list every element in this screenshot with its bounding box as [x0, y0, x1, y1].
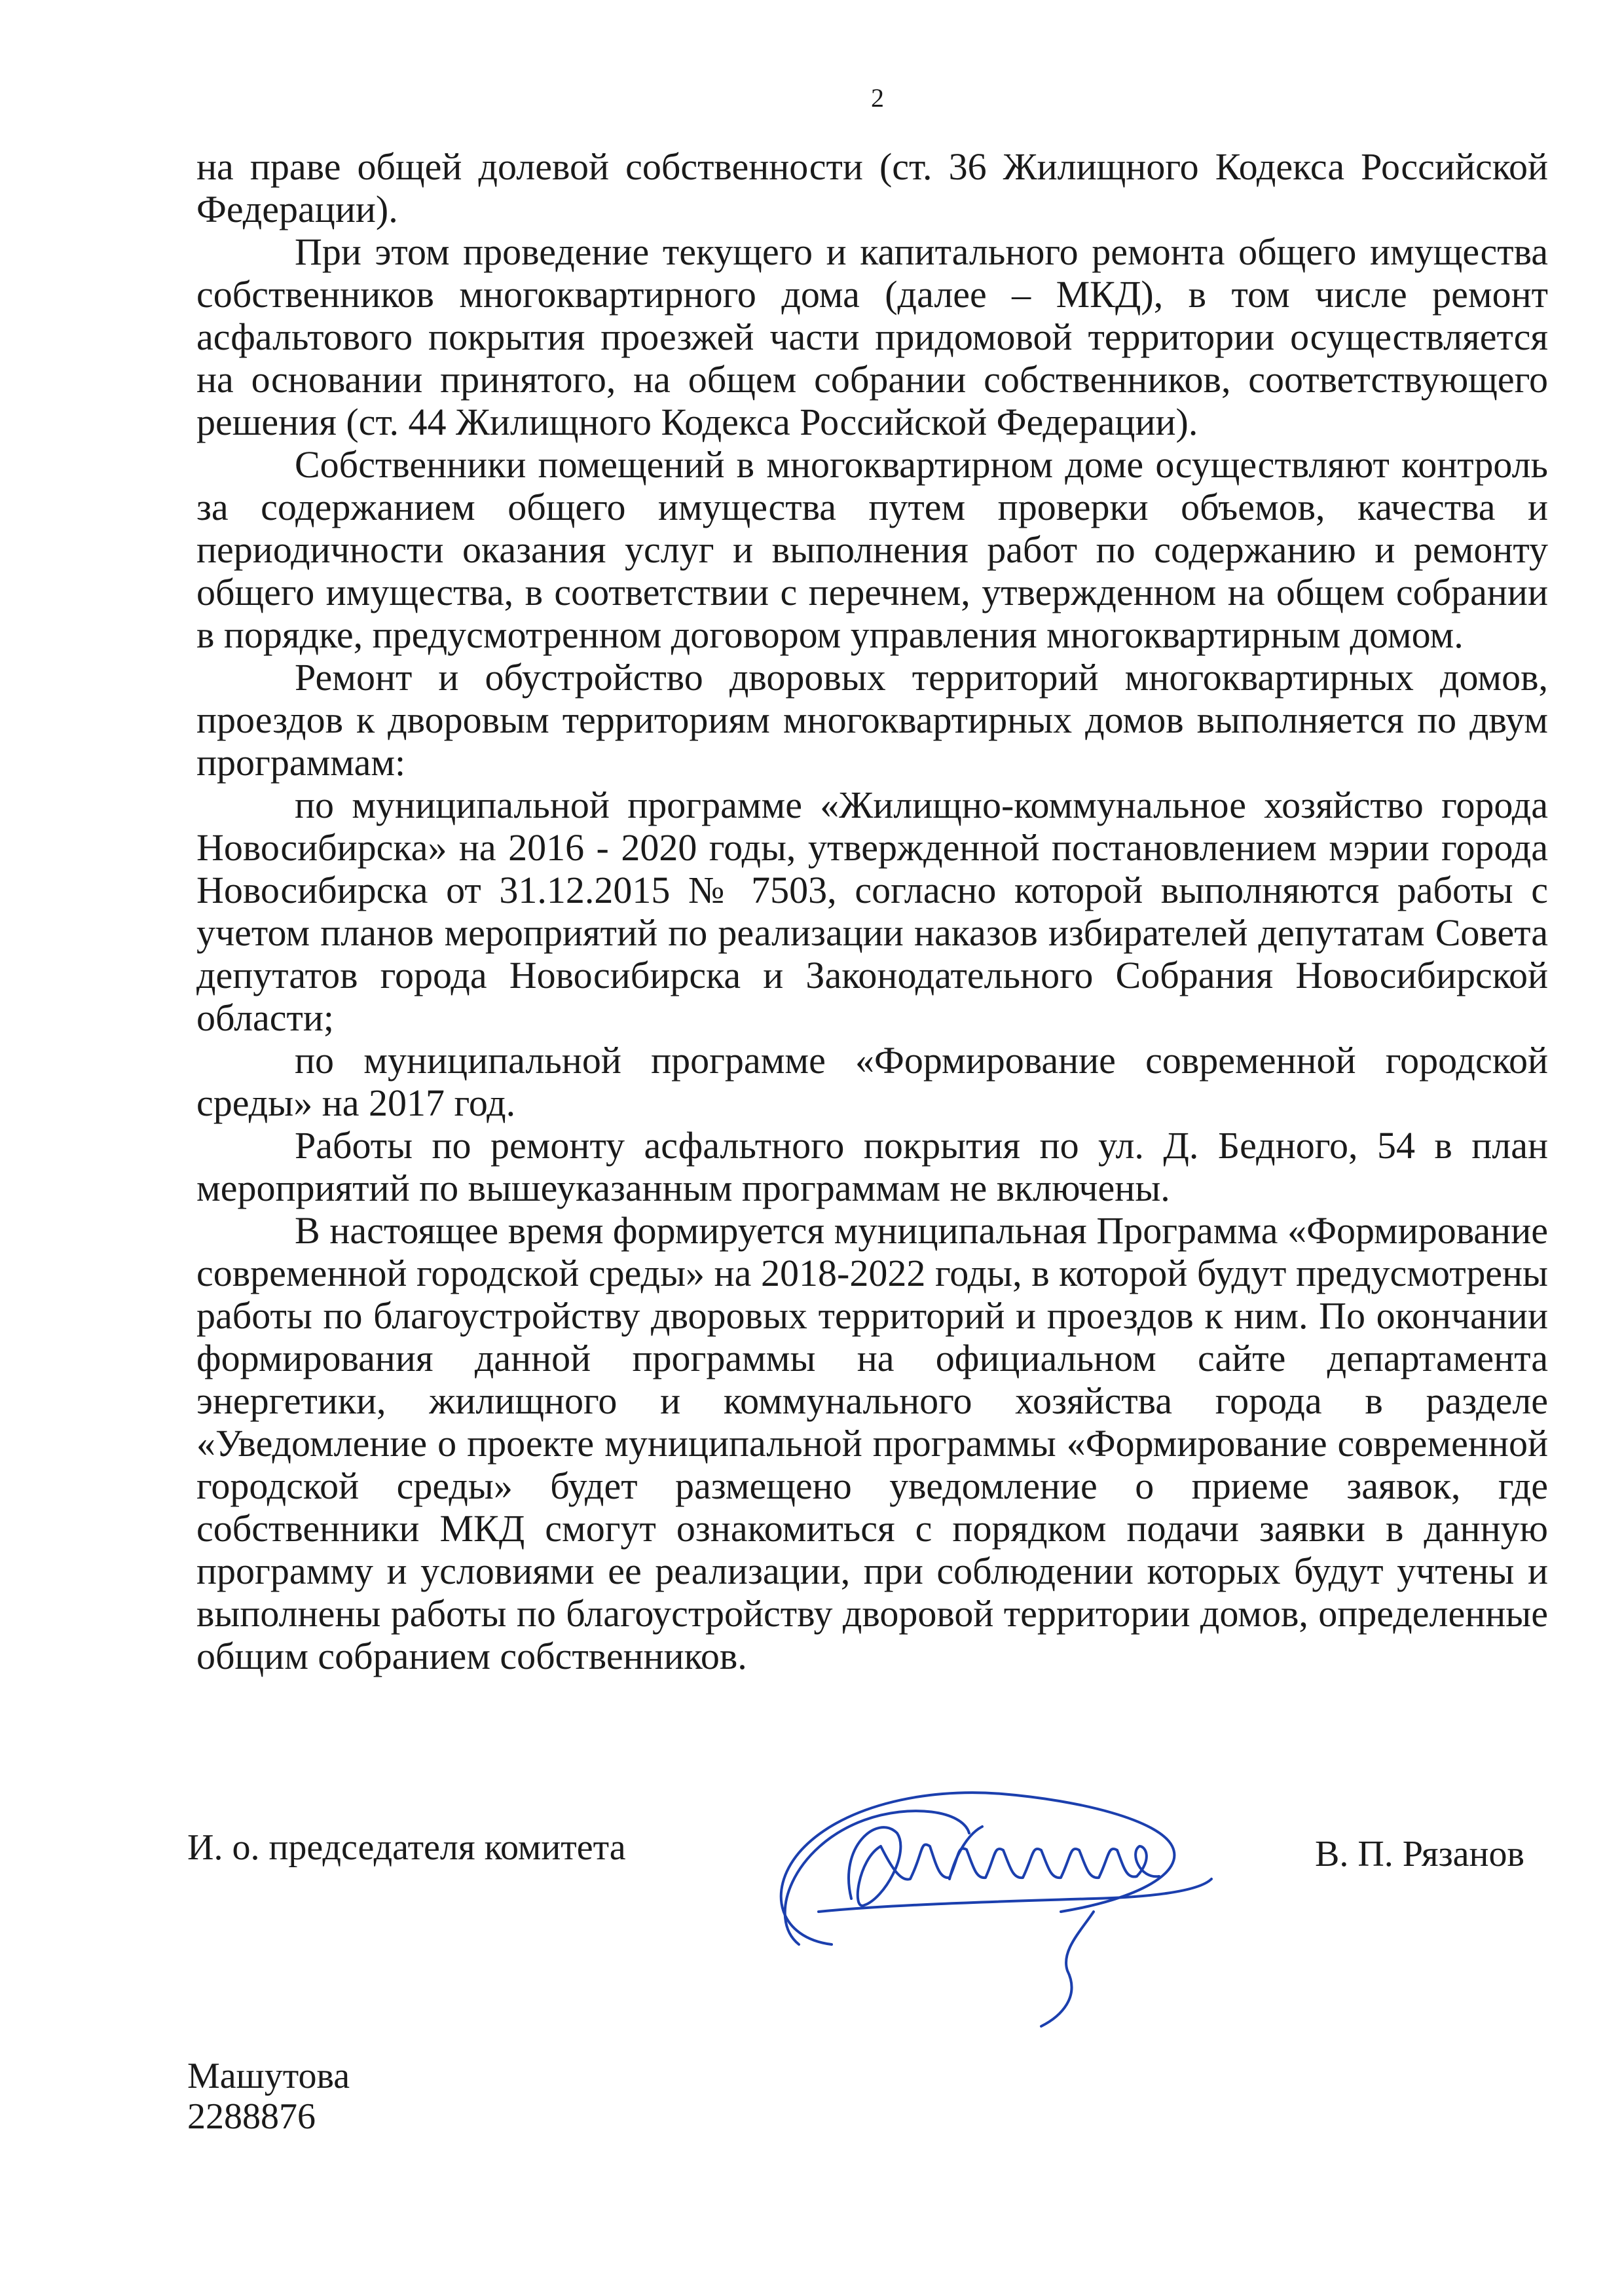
paragraph: Собственники помещений в многоквартирном доме осуществляют контроль за содержанием общего имущества путем проверки объемов, качества и периодичности оказания услуг и выполнения работ по содержанию и ремонту общего имущества, в соответствии с перечнем, утвержденном на общем собрании в порядке, предусмотренном договором управления многоквартирным домом.	[196, 443, 1548, 656]
list-item: по муниципальной программе «Жилищно-коммунальное хозяйство города Новосибирска» на 2016 - 2020 годы, утвержденной постановлением мэрии города Новосибирска от 31.12.2015 № 7503, согласно которой выполняются работы с учетом планов мероприятий по реализации наказов избирателей депутатам Совета депутатов города Новосибирска и Законодательного Собрания Новосибирской области;	[196, 784, 1548, 1039]
signatory-name: В. П. Рязанов	[1315, 1834, 1524, 1874]
paragraph: При этом проведение текущего и капитального ремонта общего имущества собственников многоквартирного дома (далее – МКД), в том числе ремонт асфальтового покрытия проезжей части придомовой территории осуществляется на основании принятого, на общем собрании собственников, соответствующего решения (ст. 44 Жилищного Кодекса Российской Федерации).	[196, 230, 1548, 443]
signatory-position: И. о. председателя комитета	[187, 1827, 626, 1868]
paragraph: Ремонт и обустройство дворовых территорий многоквартирных домов, проездов к дворовым территориям многоквартирных домов выполняется по двум программам:	[196, 656, 1548, 784]
handwritten-signature	[753, 1748, 1225, 2030]
paragraph: Работы по ремонту асфальтного покрытия по ул. Д. Бедного, 54 в план мероприятий по вышеуказанным программам не включены.	[196, 1124, 1548, 1209]
executor-phone: 2288876	[187, 2096, 316, 2137]
page-number: 2	[871, 83, 884, 113]
executor-block	[187, 2056, 350, 2137]
letter-body	[196, 145, 1548, 1677]
executor-name: Машутова	[187, 2056, 350, 2096]
paragraph: В настоящее время формируется муниципальная Программа «Формирование современной городской среды» на 2018-2022 годы, в которой будут предусмотрены работы по благоустройству дворовых территорий и проездов к ним. По окончании формирования данной программы на официальном сайте департамента энергетики, жилищного и коммунального хозяйства города в разделе «Уведомление о проекте муниципальной программы «Формирование современной городской среды» будет размещено уведомление о приеме заявок, где собственники МКД смогут ознакомиться с порядком подачи заявки в данную программу и условиями ее реализации, при соблюдении которых будут учтены и выполнены работы по благоустройству дворовой территории домов, определенные общим собранием собственников.	[196, 1209, 1548, 1677]
paragraph: на праве общей долевой собственности (ст. 36 Жилищного Кодекса Российской Федерации).	[196, 145, 1548, 230]
list-item: по муниципальной программе «Формирование современной городской среды» на 2017 год.	[196, 1039, 1548, 1124]
